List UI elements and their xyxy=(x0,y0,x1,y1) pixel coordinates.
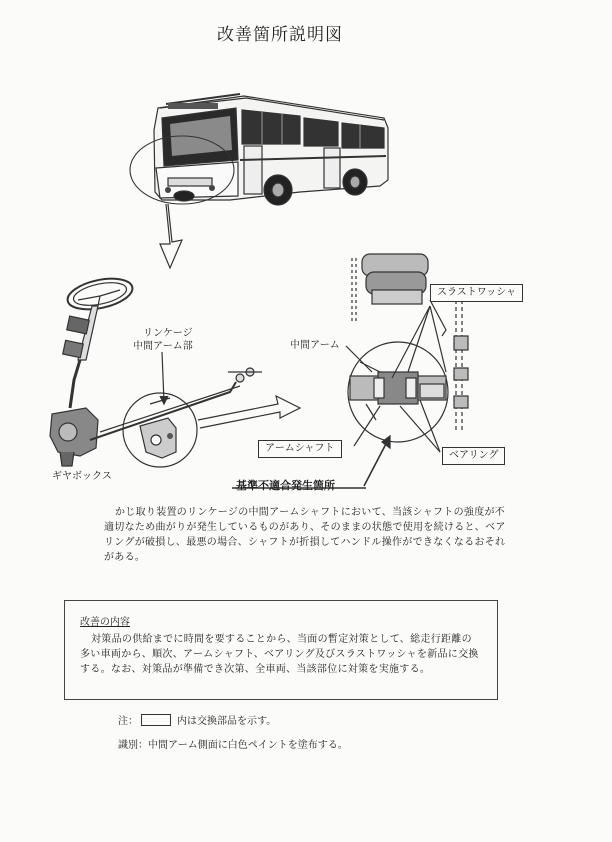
steering-column-illustration xyxy=(50,273,135,466)
bus-illustration xyxy=(154,94,388,205)
linkage-label: リンケージ xyxy=(143,328,193,339)
thrust-washer-label: スラストワッシャ xyxy=(430,284,523,302)
linkage-leader-line xyxy=(162,352,164,402)
page-title: 改善箇所説明図 xyxy=(217,25,343,45)
intermediate-arm-label: 中間アーム xyxy=(290,340,340,351)
note-suffix: 内は交換部品を示す。 xyxy=(177,716,277,727)
description-text: かじ取り装置のリンケージの中間アームシャフトにおいて、当該シャフトの強度が不適切なため曲がりが発生しているものがあり、そのままの状態で使用を続けると、ベアリングが破損し、最悪の場合、シャフトが折損してハンドル操作ができなくなるおそれがある。 xyxy=(104,507,506,563)
arrow-right-icon xyxy=(198,396,300,428)
note-row xyxy=(118,712,276,727)
arm-shaft-label: アームシャフト xyxy=(258,440,342,458)
nonconformity-label: 基準不適合発生箇所 xyxy=(236,479,335,492)
bearing-label: ベアリング xyxy=(442,447,505,465)
linkage-part-label: 中間アーム部 xyxy=(133,341,193,352)
arrow-down-icon xyxy=(160,204,182,268)
kaizen-heading: 改善の内容 xyxy=(80,617,130,628)
gearbox-label: ギヤボックス xyxy=(52,471,112,482)
replacement-part-swatch xyxy=(141,714,171,726)
note-prefix: 注： xyxy=(118,716,138,727)
kaizen-body: 対策品の供給までに時間を要することから、当面の暫定対策として、総走行距離の多い車両から、順次、アームシャフト、ベアリング及びスラストワッシャを新品に交換する。なお、対策品が準備でき次第、全車両、当該部位に対策を実施する。 xyxy=(80,634,479,675)
identification-note: 識別：中間アーム側面に白色ペイントを塗布する。 xyxy=(118,740,348,751)
